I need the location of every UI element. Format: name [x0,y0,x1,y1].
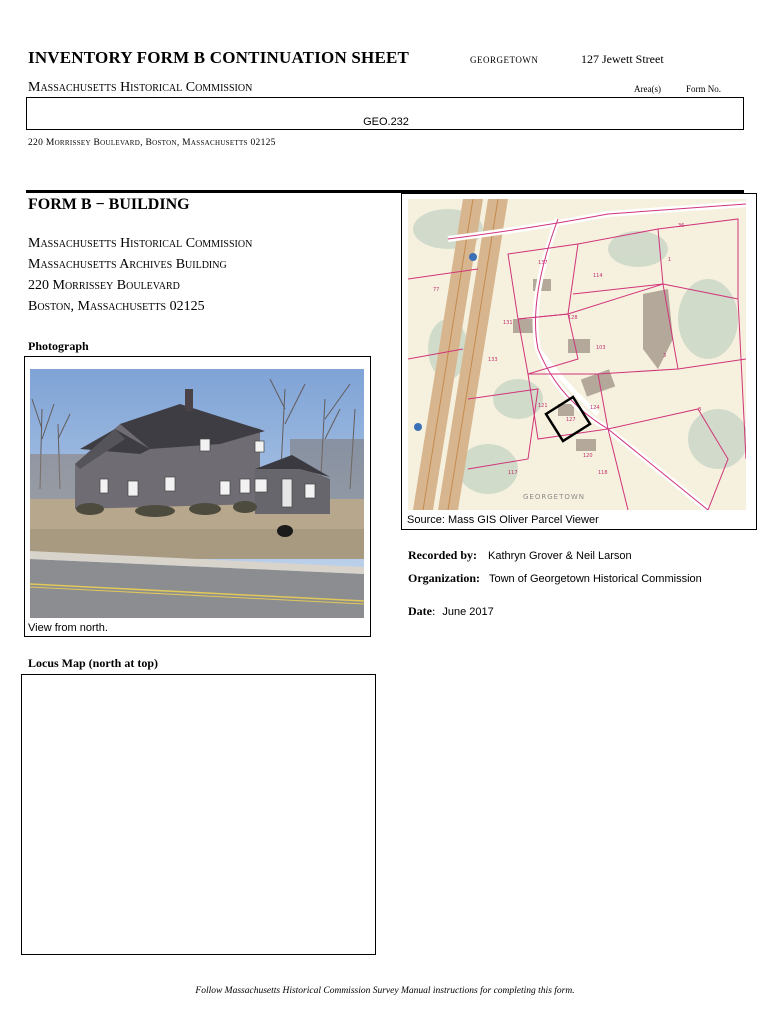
address-line: Massachusetts Historical Commission [28,236,253,251]
footer-instructions: Follow Massachusetts Historical Commission Survey Manual instructions for completing this form. [195,986,575,996]
parcel-label: 103 [596,345,606,351]
parcel-label: 131 [503,320,513,326]
street-address: 127 Jewett Street [581,52,664,66]
form-id-box [26,97,744,130]
date-value: June 2017 [442,606,494,618]
parcel-label: 124 [590,405,600,411]
form-number-label: Form No. [686,84,722,94]
photograph-label: Photograph [28,339,89,353]
parcel-label: 137 [538,260,548,266]
commission-name: Massachusetts Historical Commission [28,80,253,95]
recorded-by-value: Kathryn Grover & Neil Larson [488,550,632,562]
town-name: GEORGETOWN [470,55,539,65]
date-label: Date [408,604,432,618]
form-id: GEO.232 [363,116,409,128]
parcel-map [408,199,746,510]
date-row: Date: June 2017 [408,604,494,618]
photo-caption: View from north. [28,622,108,634]
organization-row [408,571,702,586]
address-line: Boston, Massachusetts 02125 [28,299,205,314]
commission-address: 220 Morrissey Boulevard, Boston, Massachusetts 02125 [28,138,276,148]
form-heading: FORM B − BUILDING [28,196,190,213]
parcel-label: 118 [598,470,608,476]
locus-map-label: Locus Map (north at top) [28,656,159,670]
parcel-label: 1 [668,257,672,263]
organization-value: Town of Georgetown Historical Commission [489,573,702,585]
parcel-map-box [401,193,757,530]
parcel-label: 8 [698,407,702,413]
recorded-by-label: Recorded by: [408,548,477,562]
address-line: Massachusetts Archives Building [28,257,227,272]
form-title: INVENTORY FORM B CONTINUATION SHEET [28,48,410,67]
areas-label: Area(s) [634,84,661,94]
parcel-label: 114 [593,273,603,279]
parcel-label: 120 [583,453,593,459]
parcel-label: 36 [678,223,685,229]
photograph-box [24,356,371,637]
locus-map-box [21,674,376,955]
map-town-label: GEORGETOWN [523,493,586,501]
parcel-label: 117 [508,470,518,476]
house-photo [30,369,364,618]
organization-label: Organization: [408,571,480,585]
parcel-label: 3 [663,353,667,359]
parcel-label: 133 [488,357,498,363]
parcel-label: 121 [538,403,548,409]
address-line: 220 Morrissey Boulevard [28,278,180,293]
recorded-by-row [408,548,632,563]
parcel-label: 127 [566,417,576,423]
parcel-label: 77 [433,287,440,293]
parcel-label: 128 [568,315,578,321]
mailing-address-block [28,233,252,317]
map-caption: Source: Mass GIS Oliver Parcel Viewer [407,514,599,526]
